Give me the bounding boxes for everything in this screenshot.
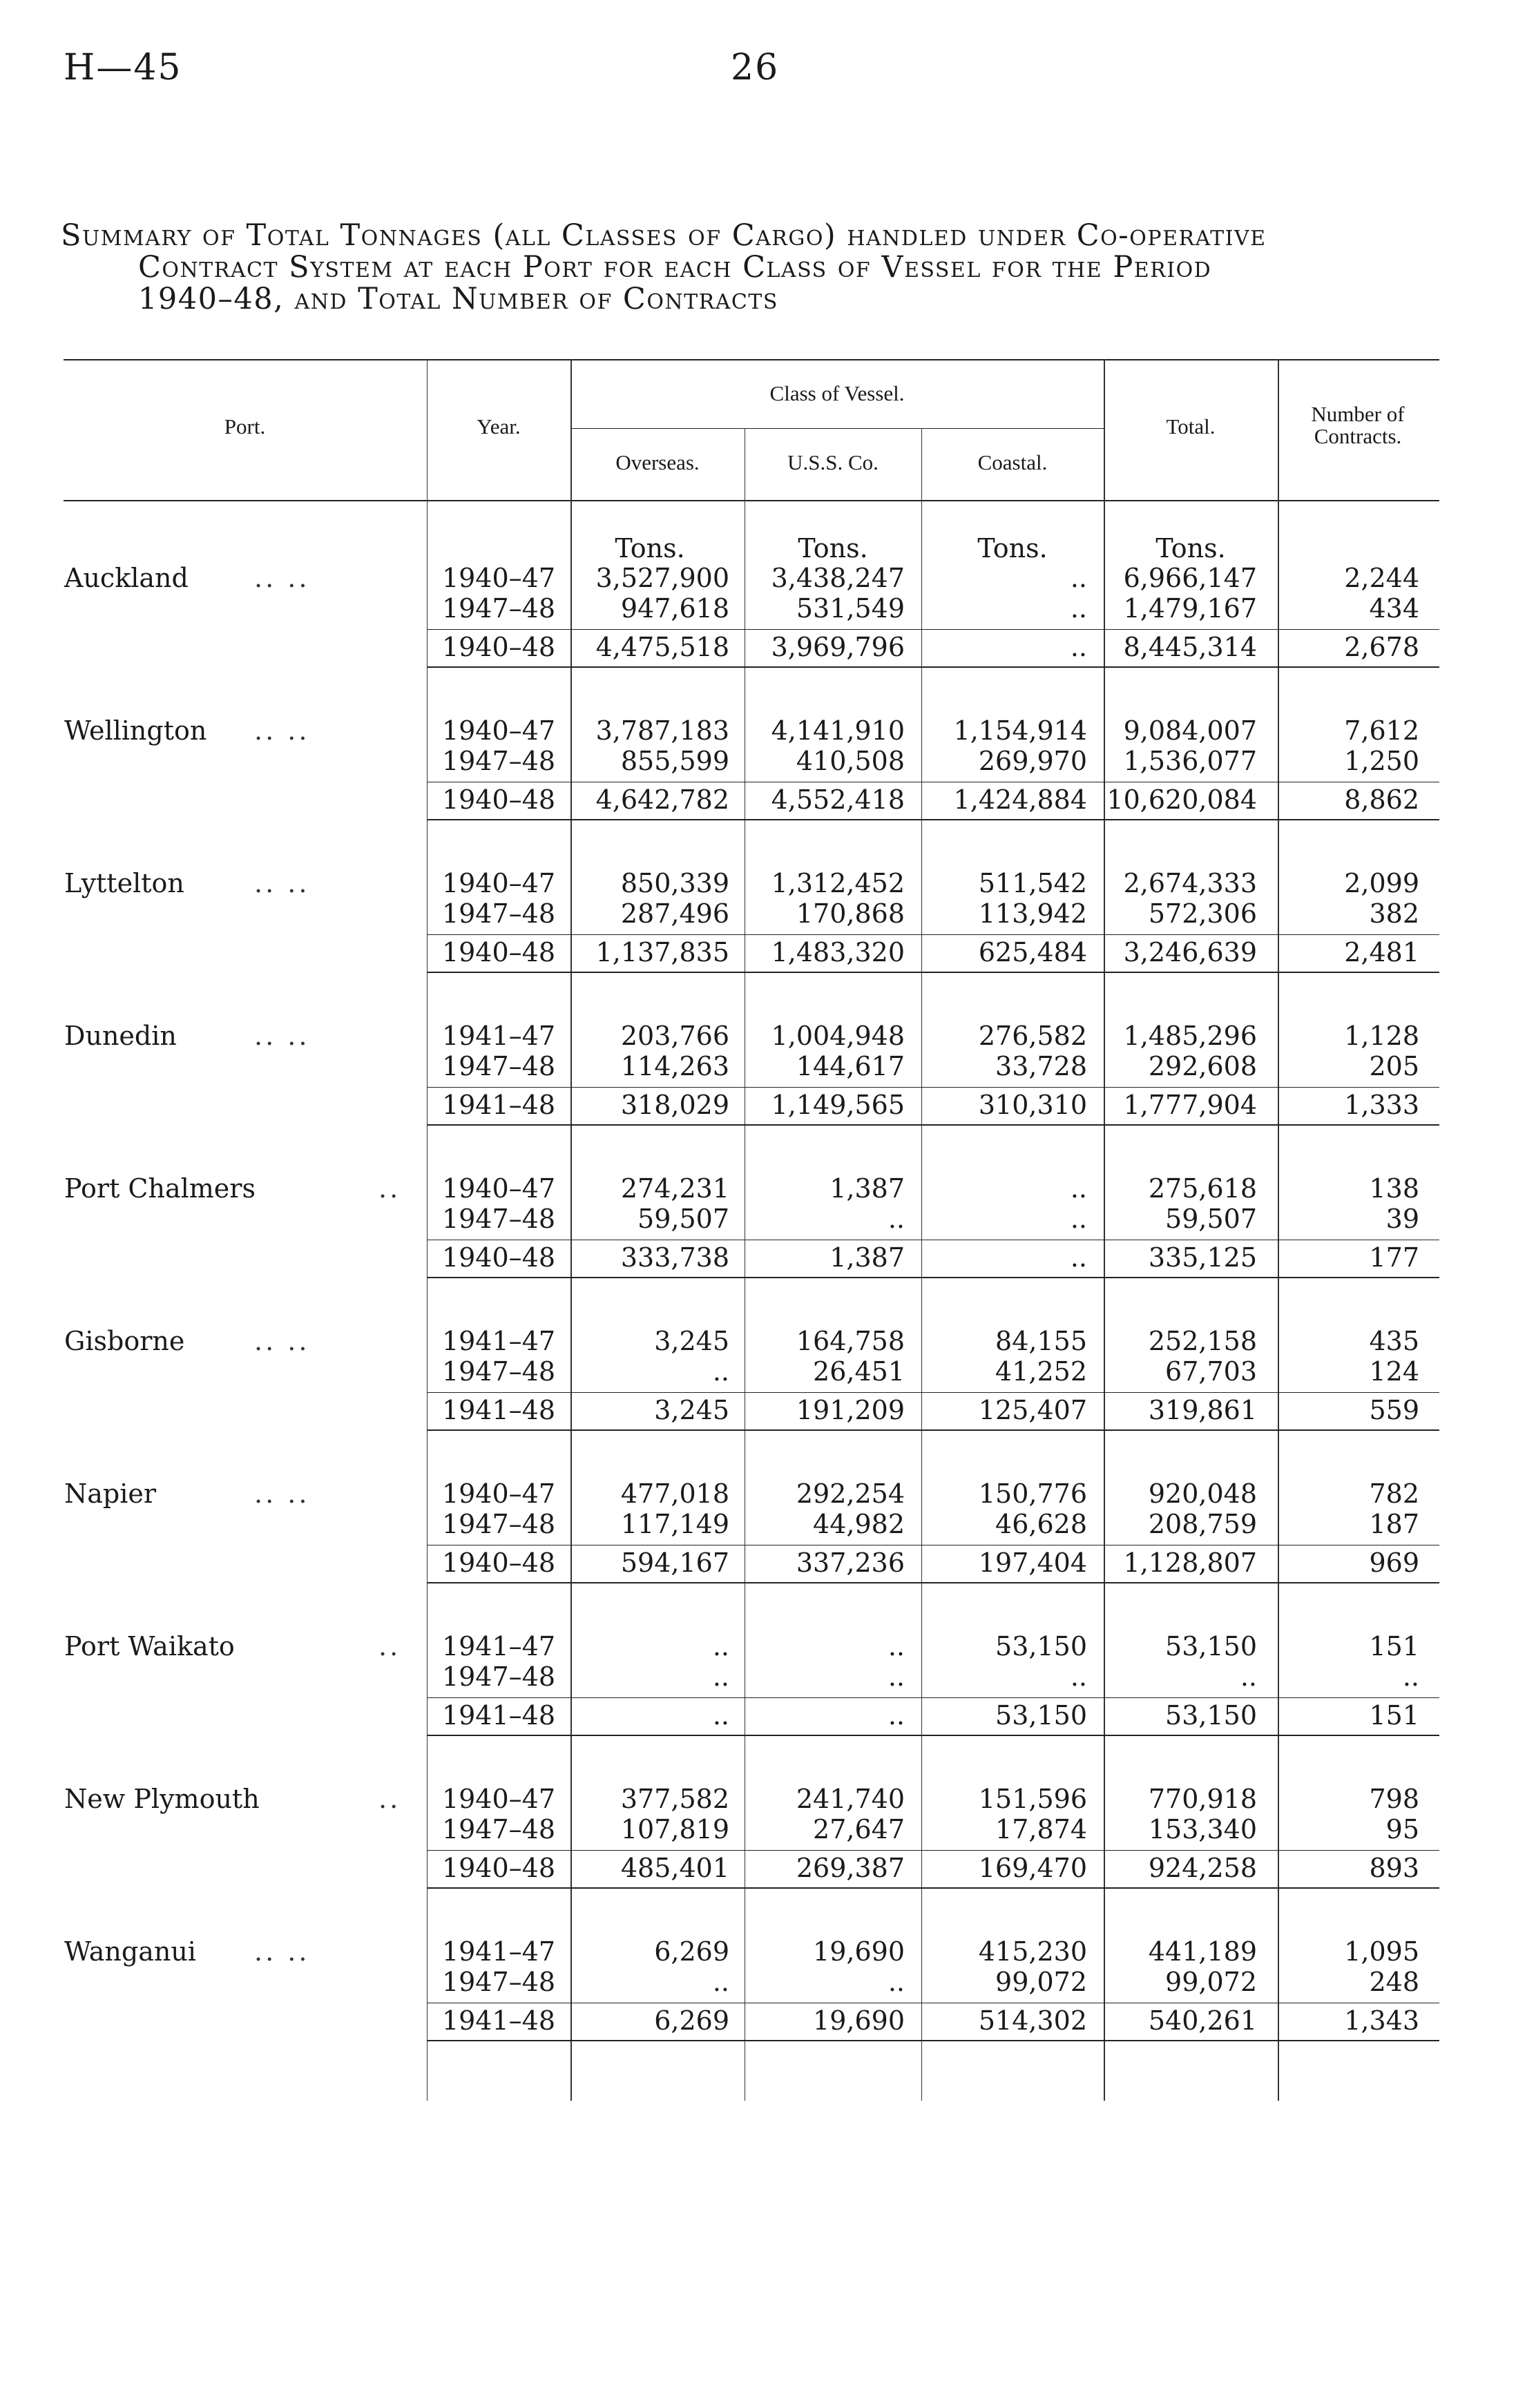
port-leader-dots: .. .. [254, 868, 310, 898]
port-leader-dots: .. [378, 1784, 401, 1814]
title-line-3: 1940–48, and Total Number of Contracts [138, 282, 778, 316]
subtotal-total: 8,445,314 [1123, 632, 1257, 662]
cell-overseas: 114,263 [620, 1051, 729, 1081]
cell-coastal: 53,150 [995, 1631, 1087, 1661]
cell-coastal: .. [1070, 593, 1087, 624]
subtotal-contracts: 151 [1369, 1700, 1419, 1731]
port-name-auckland: Auckland [64, 563, 189, 593]
cell-uss: 170,868 [796, 898, 905, 929]
cell-total: 153,340 [1148, 1814, 1257, 1844]
subtotal-year: 1941–48 [441, 1395, 555, 1425]
subtotal-overseas: .. [712, 1700, 729, 1731]
cell-year: 1941–47 [441, 1021, 555, 1051]
port-name-napier: Napier [64, 1478, 157, 1509]
table-top-rule [64, 359, 1439, 360]
header-total: Total. [1166, 414, 1216, 439]
port-name-new-plymouth: New Plymouth [64, 1784, 260, 1814]
cell-total: 99,072 [1165, 1967, 1257, 1997]
cell-uss: 1,312,452 [771, 868, 905, 898]
cell-year: 1947–48 [441, 898, 555, 929]
document-code: H—45 [64, 47, 182, 88]
cell-contracts: 124 [1369, 1356, 1419, 1387]
cell-total: 2,674,333 [1123, 868, 1257, 898]
subtotal-total: 1,777,904 [1123, 1090, 1257, 1120]
cell-total: 920,048 [1148, 1478, 1257, 1509]
port-leader-dots: .. .. [254, 1478, 310, 1509]
cell-coastal: 1,154,914 [953, 715, 1087, 746]
port-leader-dots: .. [378, 1173, 401, 1204]
subtotal-year: 1940–48 [441, 1242, 555, 1273]
subtotal-bottom-rule [427, 1735, 1439, 1736]
subtotal-year: 1940–48 [441, 784, 555, 815]
cell-contracts: 1,095 [1344, 1936, 1419, 1967]
cell-year: 1947–48 [441, 1814, 555, 1844]
cell-year: 1940–47 [441, 563, 555, 593]
cell-overseas: 477,018 [620, 1478, 729, 1509]
cell-uss: 292,254 [796, 1478, 905, 1509]
cell-total: 9,084,007 [1123, 715, 1257, 746]
subtotal-uss: 4,552,418 [771, 784, 905, 815]
cell-overseas: 6,269 [654, 1936, 729, 1967]
cell-overseas: .. [712, 1661, 729, 1692]
cell-total: 770,918 [1148, 1784, 1257, 1814]
cell-uss: .. [887, 1661, 905, 1692]
cell-uss: .. [887, 1631, 905, 1661]
cell-total: 67,703 [1165, 1356, 1257, 1387]
subtotal-year: 1941–48 [441, 2005, 555, 2036]
cell-total: 252,158 [1148, 1326, 1257, 1356]
subtotal-total: 3,246,639 [1123, 937, 1257, 967]
header-coastal: Coastal. [977, 450, 1048, 474]
cell-contracts: 382 [1369, 898, 1419, 929]
header-contracts-line-2: Contracts. [1314, 424, 1402, 448]
subtotal-total: 1,128,807 [1123, 1548, 1257, 1578]
cell-total: 275,618 [1148, 1173, 1257, 1204]
subtotal-bottom-rule [427, 1429, 1439, 1431]
cell-year: 1941–47 [441, 1631, 555, 1661]
subtotal-contracts: 559 [1369, 1395, 1419, 1425]
cell-year: 1947–48 [441, 593, 555, 624]
header-port: Port. [224, 414, 266, 439]
subtotal-top-rule [427, 1392, 1439, 1393]
subtotal-year: 1941–48 [441, 1700, 555, 1731]
cell-coastal: 269,970 [978, 746, 1087, 776]
cell-year: 1947–48 [441, 1661, 555, 1692]
cell-uss: 26,451 [813, 1356, 905, 1387]
cell-total: 59,507 [1165, 1204, 1257, 1234]
subtotal-contracts: 2,678 [1344, 632, 1419, 662]
cell-year: 1940–47 [441, 1784, 555, 1814]
cell-year: 1940–47 [441, 1173, 555, 1204]
cell-year: 1947–48 [441, 1356, 555, 1387]
cell-contracts: 1,250 [1344, 746, 1419, 776]
subtotal-overseas: 4,642,782 [595, 784, 729, 815]
subtotal-uss: 337,236 [796, 1548, 905, 1578]
subtotal-coastal: 625,484 [978, 937, 1087, 967]
cell-total: 208,759 [1148, 1509, 1257, 1539]
cell-overseas: .. [712, 1967, 729, 1997]
subtotal-contracts: 1,343 [1344, 2005, 1419, 2036]
subtotal-uss: 1,483,320 [771, 937, 905, 967]
title-line-1: Summary of Total Tonnages (all Classes of Cargo) handled under Co-operative [61, 218, 1267, 253]
subtotal-total: 335,125 [1148, 1242, 1257, 1273]
cell-contracts: 2,244 [1344, 563, 1419, 593]
cell-uss: 19,690 [813, 1936, 905, 1967]
subtotal-contracts: 2,481 [1344, 937, 1419, 967]
subtotal-bottom-rule [427, 1277, 1439, 1278]
subtotal-overseas: 4,475,518 [595, 632, 729, 662]
cell-uss: 1,004,948 [771, 1021, 905, 1051]
cell-coastal: .. [1070, 563, 1087, 593]
cell-overseas: 3,527,900 [595, 563, 729, 593]
cell-contracts: 39 [1385, 1204, 1419, 1234]
subtotal-year: 1941–48 [441, 1090, 555, 1120]
subtotal-coastal: .. [1070, 632, 1087, 662]
cell-overseas: 59,507 [637, 1204, 729, 1234]
port-name-wellington: Wellington [64, 715, 207, 746]
port-name-port-chalmers: Port Chalmers [64, 1173, 256, 1204]
subtotal-contracts: 893 [1369, 1853, 1419, 1883]
cell-coastal: 84,155 [995, 1326, 1087, 1356]
cell-coastal: .. [1070, 1204, 1087, 1234]
subtotal-year: 1940–48 [441, 632, 555, 662]
cell-uss: .. [887, 1204, 905, 1234]
cell-overseas: 287,496 [620, 898, 729, 929]
header-contracts [1278, 403, 1438, 447]
cell-contracts: 435 [1369, 1326, 1419, 1356]
subtotal-total: 924,258 [1148, 1853, 1257, 1883]
subtotal-coastal: 514,302 [978, 2005, 1087, 2036]
subtotal-uss: 1,387 [829, 1242, 905, 1273]
subtotal-uss: 1,149,565 [771, 1090, 905, 1120]
subtotal-overseas: 485,401 [620, 1853, 729, 1883]
cell-coastal: 415,230 [978, 1936, 1087, 1967]
subtotal-overseas: 1,137,835 [595, 937, 729, 967]
cell-contracts: 7,612 [1344, 715, 1419, 746]
port-leader-dots: .. .. [254, 1936, 310, 1967]
subtotal-bottom-rule [427, 1124, 1439, 1126]
subtotal-bottom-rule [427, 1582, 1439, 1583]
subtotal-contracts: 177 [1369, 1242, 1419, 1273]
header-overseas: Overseas. [615, 450, 700, 474]
cell-contracts: 1,128 [1344, 1021, 1419, 1051]
cell-year: 1941–47 [441, 1326, 555, 1356]
port-leader-dots: .. .. [254, 1326, 310, 1356]
port-leader-dots: .. .. [254, 1021, 310, 1051]
port-name-gisborne: Gisborne [64, 1326, 185, 1356]
cell-overseas: 855,599 [620, 746, 729, 776]
subtotal-total: 53,150 [1165, 1700, 1257, 1731]
cell-coastal: 150,776 [978, 1478, 1087, 1509]
cell-overseas: .. [712, 1356, 729, 1387]
cell-overseas: 947,618 [620, 593, 729, 624]
cell-year: 1940–47 [441, 868, 555, 898]
subtotal-top-rule [427, 1087, 1439, 1088]
cell-total: 441,189 [1148, 1936, 1257, 1967]
title-line-2: Contract System at each Port for each Class of Vessel for the Period [138, 250, 1212, 285]
subtotal-bottom-rule [427, 819, 1439, 820]
cell-uss: 4,141,910 [771, 715, 905, 746]
cell-contracts: 2,099 [1344, 868, 1419, 898]
subtotal-overseas: 333,738 [620, 1242, 729, 1273]
cell-contracts: 138 [1369, 1173, 1419, 1204]
cell-year: 1947–48 [441, 1051, 555, 1081]
port-name-port-waikato: Port Waikato [64, 1631, 235, 1661]
subtotal-contracts: 1,333 [1344, 1090, 1419, 1120]
subtotal-coastal: 310,310 [978, 1090, 1087, 1120]
cell-coastal: 17,874 [995, 1814, 1087, 1844]
subtotal-coastal: 125,407 [978, 1395, 1087, 1425]
subtotal-coastal: 197,404 [978, 1548, 1087, 1578]
cell-uss: 27,647 [813, 1814, 905, 1844]
cell-coastal: 33,728 [995, 1051, 1087, 1081]
cell-uss: 144,617 [796, 1051, 905, 1081]
unit-total: Tons. [1155, 533, 1226, 564]
subtotal-contracts: 969 [1369, 1548, 1419, 1578]
header-bottom-rule [64, 500, 1439, 501]
cell-overseas: 850,339 [620, 868, 729, 898]
subtotal-year: 1940–48 [441, 937, 555, 967]
subtotal-total: 540,261 [1148, 2005, 1257, 2036]
subtotal-uss: 269,387 [796, 1853, 905, 1883]
port-name-lyttelton: Lyttelton [64, 868, 184, 898]
cell-coastal: .. [1070, 1661, 1087, 1692]
subtotal-top-rule [427, 1697, 1439, 1698]
subtotal-bottom-rule [427, 1887, 1439, 1889]
cell-coastal: 46,628 [995, 1509, 1087, 1539]
subtotal-top-rule [427, 1850, 1439, 1851]
cell-uss: 44,982 [813, 1509, 905, 1539]
cell-contracts: 205 [1369, 1051, 1419, 1081]
subtotal-contracts: 8,862 [1344, 784, 1419, 815]
cell-contracts: 187 [1369, 1509, 1419, 1539]
cell-contracts: .. [1402, 1661, 1419, 1692]
cell-coastal: 99,072 [995, 1967, 1087, 1997]
unit-overseas: Tons. [615, 533, 685, 564]
subtotal-top-rule [427, 629, 1439, 630]
subtotal-coastal: 53,150 [995, 1700, 1087, 1731]
cell-total: 1,536,077 [1123, 746, 1257, 776]
subtotal-total: 319,861 [1148, 1395, 1257, 1425]
cell-total: 572,306 [1148, 898, 1257, 929]
cell-year: 1940–47 [441, 1478, 555, 1509]
subtotal-uss: 191,209 [796, 1395, 905, 1425]
cell-year: 1941–47 [441, 1936, 555, 1967]
subtotal-bottom-rule [427, 972, 1439, 973]
subtotal-uss: .. [887, 1700, 905, 1731]
header-uss: U.S.S. Co. [787, 450, 879, 474]
cell-uss: 1,387 [829, 1173, 905, 1204]
port-name-dunedin: Dunedin [64, 1021, 177, 1051]
unit-uss: Tons. [798, 533, 868, 564]
subtotal-coastal: 169,470 [978, 1853, 1087, 1883]
cell-total: .. [1240, 1661, 1257, 1692]
subtotal-overseas: 3,245 [654, 1395, 729, 1425]
subtotal-total: 10,620,084 [1106, 784, 1257, 815]
cell-coastal: 113,942 [978, 898, 1087, 929]
unit-coastal: Tons. [977, 533, 1048, 564]
cell-coastal: 276,582 [978, 1021, 1087, 1051]
cell-coastal: .. [1070, 1173, 1087, 1204]
cell-uss: 3,438,247 [771, 563, 905, 593]
cell-year: 1947–48 [441, 746, 555, 776]
port-leader-dots: .. .. [254, 563, 310, 593]
cell-total: 292,608 [1148, 1051, 1257, 1081]
page-number: 26 [731, 47, 780, 88]
cell-contracts: 798 [1369, 1784, 1419, 1814]
subtotal-overseas: 594,167 [620, 1548, 729, 1578]
cell-uss: .. [887, 1967, 905, 1997]
cell-overseas: 3,787,183 [595, 715, 729, 746]
cell-contracts: 151 [1369, 1631, 1419, 1661]
cell-year: 1947–48 [441, 1967, 555, 1997]
subtotal-uss: 19,690 [813, 2005, 905, 2036]
cell-overseas: 377,582 [620, 1784, 729, 1814]
cell-overseas: 203,766 [620, 1021, 729, 1051]
cell-overseas: 107,819 [620, 1814, 729, 1844]
cell-total: 1,479,167 [1123, 593, 1257, 624]
subtotal-coastal: .. [1070, 1242, 1087, 1273]
port-leader-dots: .. .. [254, 715, 310, 746]
cell-coastal: 511,542 [978, 868, 1087, 898]
cell-overseas: 274,231 [620, 1173, 729, 1204]
cell-coastal: 41,252 [995, 1356, 1087, 1387]
cell-contracts: 95 [1385, 1814, 1419, 1844]
cell-year: 1940–47 [441, 715, 555, 746]
subtotal-bottom-rule [427, 2040, 1439, 2041]
cell-year: 1947–48 [441, 1204, 555, 1234]
class-of-vessel-rule [570, 428, 1104, 429]
header-contracts-line-1: Number of [1311, 402, 1405, 426]
subtotal-overseas: 318,029 [620, 1090, 729, 1120]
cell-overseas: .. [712, 1631, 729, 1661]
cell-overseas: 117,149 [620, 1509, 729, 1539]
cell-year: 1947–48 [441, 1509, 555, 1539]
cell-uss: 164,758 [796, 1326, 905, 1356]
subtotal-year: 1940–48 [441, 1853, 555, 1883]
cell-coastal: 151,596 [978, 1784, 1087, 1814]
subtotal-year: 1940–48 [441, 1548, 555, 1578]
subtotal-overseas: 6,269 [654, 2005, 729, 2036]
table-title [61, 220, 1456, 315]
cell-total: 53,150 [1165, 1631, 1257, 1661]
subtotal-bottom-rule [427, 666, 1439, 668]
cell-contracts: 434 [1369, 593, 1419, 624]
cell-total: 6,966,147 [1123, 563, 1257, 593]
port-leader-dots: .. [378, 1631, 401, 1661]
cell-uss: 410,508 [796, 746, 905, 776]
cell-uss: 241,740 [796, 1784, 905, 1814]
port-name-wanganui: Wanganui [64, 1936, 196, 1967]
cell-contracts: 248 [1369, 1967, 1419, 1997]
subtotal-coastal: 1,424,884 [953, 784, 1087, 815]
header-year: Year. [477, 414, 521, 439]
cell-total: 1,485,296 [1123, 1021, 1257, 1051]
cell-contracts: 782 [1369, 1478, 1419, 1509]
cell-uss: 531,549 [796, 593, 905, 624]
cell-overseas: 3,245 [654, 1326, 729, 1356]
subtotal-top-rule [427, 934, 1439, 935]
header-class-of-vessel: Class of Vessel. [769, 381, 905, 405]
subtotal-uss: 3,969,796 [771, 632, 905, 662]
